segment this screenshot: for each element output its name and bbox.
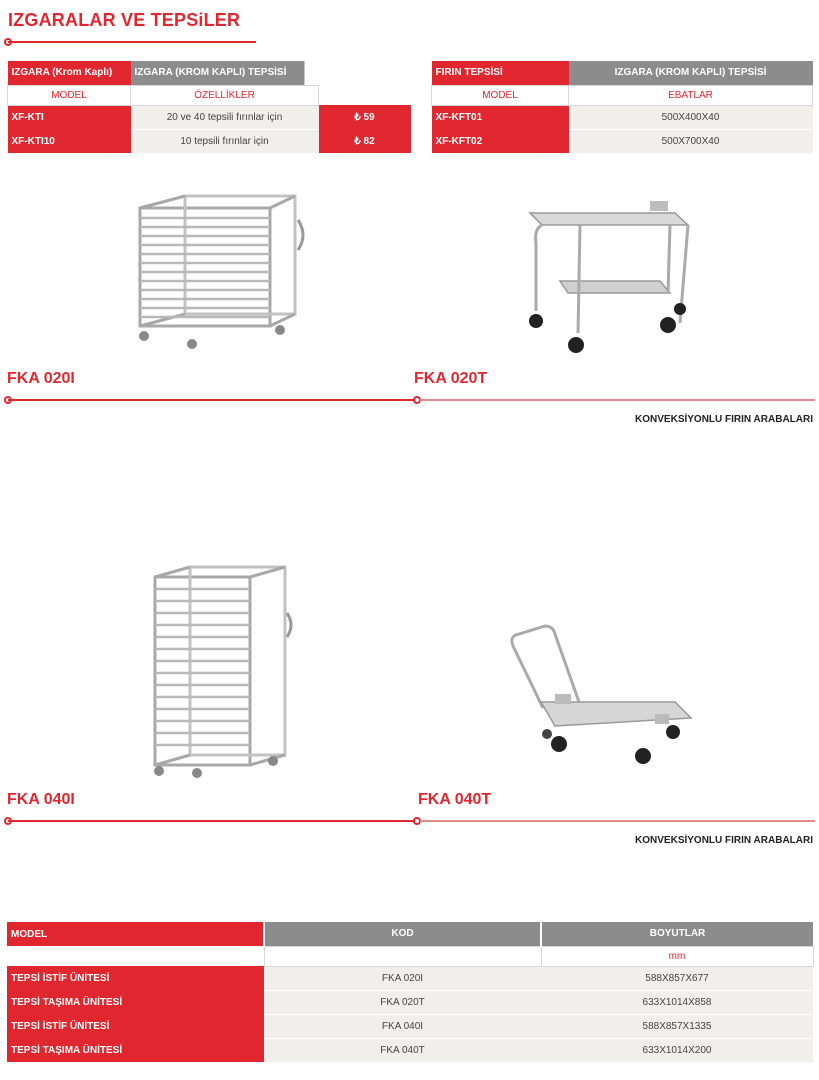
section-label: KONVEKSİYONLU FIRIN ARABALARI xyxy=(635,414,813,425)
oven-tray-table xyxy=(431,61,813,154)
table-subheader: MODEL xyxy=(8,85,131,105)
table-cell: 633X1014X858 xyxy=(541,990,813,1014)
table-subheader-empty xyxy=(319,85,411,105)
table-cell: 633X1014X200 xyxy=(541,1038,813,1062)
price-cell: ₺ 82 xyxy=(319,129,411,153)
table-row xyxy=(8,105,411,129)
product-label-fka040t: FKA 040T xyxy=(418,791,492,808)
table-header: BOYUTLAR xyxy=(541,922,813,946)
table-row xyxy=(7,1038,813,1062)
stacking-rack-tall-image xyxy=(145,563,295,778)
table-cell: 588X857X1335 xyxy=(541,1014,813,1038)
table-cell: TEPSİ İSTİF ÜNİTESİ xyxy=(7,1014,264,1038)
table-row xyxy=(7,990,813,1014)
table-cell: XF-KTI10 xyxy=(8,129,131,153)
table-cell: XF-KTI xyxy=(8,105,131,129)
table-subheader-empty xyxy=(264,946,541,966)
table-cell: 500X400X40 xyxy=(569,105,813,129)
table-header: IZGARA (KROM KAPLI) TEPSİSİ xyxy=(131,61,411,85)
table-cell: FKA 020T xyxy=(264,990,541,1014)
separator-line xyxy=(420,820,815,822)
table-subheader: MODEL xyxy=(432,85,569,105)
table-cell: 500X700X40 xyxy=(569,129,813,153)
table-cell: TEPSİ TAŞIMA ÜNİTESİ xyxy=(7,990,264,1014)
table-cell: FKA 040T xyxy=(264,1038,541,1062)
table-row xyxy=(7,966,813,990)
product-label-fka020i: FKA 020I xyxy=(7,370,75,387)
table-cell: TEPSİ İSTİF ÜNİTESİ xyxy=(7,966,264,990)
table-header: FIRIN TEPSİSİ xyxy=(432,61,569,85)
table-row xyxy=(432,129,813,153)
table-subheader-empty xyxy=(7,946,264,966)
table-header: IZGARA (KROM KAPLI) TEPSİSİ xyxy=(569,61,813,85)
price-cell: ₺ 59 xyxy=(319,105,411,129)
table-header: KOD xyxy=(264,922,541,946)
table-header: IZGARA (Krom Kaplı) xyxy=(8,61,131,85)
transport-trolley-flat-image xyxy=(505,622,700,770)
product-label-fka020t: FKA 020T xyxy=(414,370,488,387)
title-underline xyxy=(8,41,256,43)
unit-label: mm xyxy=(541,946,813,966)
table-row xyxy=(7,1014,813,1038)
product-label-fka040i: FKA 040I xyxy=(7,791,75,808)
table-cell: FKA 020I xyxy=(264,966,541,990)
grill-price-table xyxy=(7,61,411,154)
table-subheader: EBATLAR xyxy=(569,85,813,105)
table-cell: 10 tepsili fırınlar için xyxy=(131,129,319,153)
separator-line xyxy=(420,399,815,401)
table-header: MODEL xyxy=(7,922,264,946)
table-row xyxy=(8,129,411,153)
separator-line xyxy=(8,820,414,822)
table-cell: 588X857X677 xyxy=(541,966,813,990)
table-cell: 20 ve 40 tepsili fırınlar için xyxy=(131,105,319,129)
transport-trolley-small-image xyxy=(520,193,695,363)
page-title: IZGARALAR VE TEPSiLER xyxy=(8,10,241,30)
table-cell: TEPSİ TAŞIMA ÜNİTESİ xyxy=(7,1038,264,1062)
separator-line xyxy=(8,399,414,401)
table-row xyxy=(432,105,813,129)
trolley-spec-table xyxy=(7,922,814,1063)
stacking-rack-small-image xyxy=(130,190,310,355)
section-label: KONVEKSİYONLU FIRIN ARABALARI xyxy=(635,835,813,846)
table-subheader: ÖZELLİKLER xyxy=(131,85,319,105)
table-cell: XF-KFT02 xyxy=(432,129,569,153)
table-cell: FKA 040I xyxy=(264,1014,541,1038)
table-cell: XF-KFT01 xyxy=(432,105,569,129)
